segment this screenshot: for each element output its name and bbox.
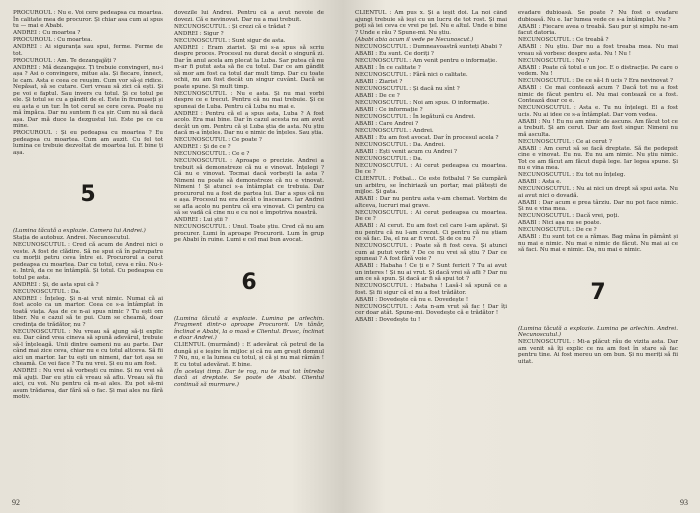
left-col2-top-text <box>174 10 324 158</box>
dialogue-line: NECUNOSCUTUL : Și dacă nu sînt ? <box>355 85 460 92</box>
dialogue-line: NECUNOSCUTUL : Da. <box>355 155 423 162</box>
dialogue-line: (În același timp. Dar te rog, nu te mai tot întreba dacă ai dreptate. Se poate de Ababi. Clientul continuă să murmure.) <box>174 368 324 388</box>
dialogue-line: NECUNOSCUTUL : Ce ai cerut ? <box>518 138 612 145</box>
dialogue-line: CLIENTUL (murmând) : E adevărat că petrul de la dungă și e ieșire în mijloc și că nu am greșit domnul ? Nu, nu, e la lumea cu totul, și că și nu mai rămân ! E cu totul adevărat. E bine. <box>174 342 324 368</box>
scene-number-5: 5 <box>80 182 96 207</box>
dialogue-line: NECUNOSCUTUL : Poate să fi fost ceva. Și atunci cum ai putut vorbi ? De ce nu vrei să știu ? Dar ce spuneai ? A fost fără voie ? <box>355 243 507 262</box>
dialogue-line: ABABI : Al cerut. Eu am fost cel care l-am apărat. Și nu pentru că nu l-am crezut. Ci pentru că nu știam ce să fac. Da, el nu ar fi vrut. Și de ce nu ? <box>355 223 507 242</box>
dialogue-line: NECUNOSCUTUL : Ai cerut pedeapsa cu moartea. De ce ? <box>355 209 507 222</box>
dialogue-line: dovezile lui Andrei. Pentru că a avut nevoie de dovezi. Că e nevinovat. Dar nu a mai trebuit. <box>174 10 324 23</box>
dialogue-line: ABABI : Ziarist ? <box>355 78 403 85</box>
dialogue-line: PROCUROUL : Am. Te dezangajăți ? <box>13 57 117 64</box>
left-column-1 <box>13 10 163 495</box>
left-col2-mid-text <box>174 158 324 244</box>
dialogue-line: ANDREI : Și, de asta spui că ? <box>13 281 99 288</box>
dialogue-line: ABABI : Habaha ! Ce ți e ? Sunt fericit ? Tu ai avut un interes ! Și nu ai vrut. Și dacă vrei să afli ? Dar nu am ce să spun. Și dacă ar fi să spui tot ? <box>355 263 507 282</box>
dialogue-line: Stația de autobuz. Andrei. Necunoscutul. <box>13 235 130 241</box>
dialogue-line: ABABI : De ce ? <box>355 92 400 99</box>
right-col2-bottom-text <box>518 326 678 366</box>
dialogue-line: NECUNOSCUTUL : Ce e ? <box>174 151 250 157</box>
scene-number-6: 6 <box>241 269 257 295</box>
dialogue-line: ANDREI : Pentru că el a spus asta, Luba ? A fost acolo. Era mai bine. Dar în cazul acesta nu am avut decât un om. Pentru că și Luba știa de asta. Nu știu dacă m-a înțeles. Dar nu e nimic de înțeles. Sau știa. <box>174 110 324 136</box>
dialogue-line: NECUNOSCUTUL : Fără nici o calitate. <box>355 71 468 78</box>
dialogue-line: ANDREI : Cu moartea ? <box>13 30 81 36</box>
dialogue-line: NECUNOSCUTUL : Ai cerut pedeapsa cu moartea. De ce ? <box>355 162 507 175</box>
left-col2-bottom-text <box>174 316 324 389</box>
dialogue-line: CLIENTUL : Am pus x. Și a ieșit doi. La noi când ajungi trebuie să ieși cu un lucru de tot rost. Și mai poți să iei ceva ce vrei pe țel. Nu e altul. Unde e bine ? Unde e rău ? Spune-mi. Nu știu. <box>355 10 507 36</box>
dialogue-line: NECUNOSCUTUL : Nu e asta. Și nu mai vorbi despre ce e trecut. Pentru că nu mai trebuie. Și ce spuneai de Luba. Pentru că Luba nu mai e. <box>174 90 324 110</box>
dialogue-line: ANDREI : Nu vrei să vorbești cu mine. Și nu vrei să mă ajuți. Dar eu știu că vreau să aflu. Vreau să fiu aici, cu voi. Nu pentru că m-ai ales. Eu pot să-mi asum trădarea, dar fără să o fac. Și mai ales nu fără motiv. <box>13 368 163 400</box>
left-col1-top-text <box>13 10 163 156</box>
dialogue-line: ABABI : Ce mai contează acum ? Dacă tot nu a fost nimic de făcut pentru el. Nu mai contează ce a fost. Contează doar ce e. <box>518 85 678 104</box>
dialogue-line: ABABI : Ce informație ? <box>355 106 423 113</box>
dialogue-line: ABABI : Fiecare avea o treabă. Sau pur și simplu ne-am facut datoria. <box>518 23 678 36</box>
left-column-2 <box>174 10 324 495</box>
dialogue-line: ABABI : Asta e. <box>518 179 562 185</box>
page-number-left: 92 <box>12 498 20 507</box>
dialogue-line: ABABI : Nici așa nu se poate. <box>518 220 602 226</box>
dialogue-line: ABABI : Nu știu. Dar nu a fost treaba mea. Nu mai vreau să vorbesc despre asta. Nu ! Nu ! <box>518 44 678 57</box>
dialogue-line: NECUNOSCUTUL : În legătură cu Andrei. <box>355 113 476 120</box>
dialogue-line: ABABI : Eu am fost avocat. Dar în procesul acela ? <box>355 134 499 141</box>
dialogue-line: NECUNOSCUTUL : Dacă vrei, poți. <box>518 213 620 219</box>
dialogue-line: (Lumina tăcută a explozie. Lumina pe arlechin. Fragment dintr-o aproape Procurorii. Un tânăr, înclinat e Ababi, la o masă e Clientul. Brusc, înclinat e doar Andrei.) <box>174 315 324 341</box>
dialogue-line: NECUNOSCUTUL : Andrei. <box>355 127 434 134</box>
dialogue-line: NECUNOSCUTUL : Ce poate ? <box>174 137 262 143</box>
dialogue-line: NECUNOSCUTUL : Dumneavoastră sunteți Ababi ? <box>355 43 502 50</box>
dialogue-line: NECUNOSCUTUL : Da. Andrei. <box>355 141 446 148</box>
dialogue-line: PROCUROUL : Nu e. Voi cere pedeapsa cu moartea. În calitate mea de procuror. Și chiar asa cum ai spus tu — mai e Ababi. <box>13 10 163 29</box>
left-page <box>0 0 343 513</box>
dialogue-line: NECUNOSCUTUL : Nu ai nici un drept să spui asta. Nu ai avut nici o dovadă. <box>518 186 678 199</box>
dialogue-line: (Ababi abia acum il vede pe Necunoscut.) <box>355 36 474 43</box>
dialogue-line: ABABI : Ești venit acum cu Andrei ? <box>355 148 458 155</box>
page-number-right: 93 <box>680 498 688 507</box>
dialogue-line: NECUNOSCUTUL : Eu tot nu înțeleg. <box>518 172 626 178</box>
dialogue-line: ABABI : Nu ! Eu nu am nimic de ascuns. Am făcut tot ce a trebuit. Și am cerut. Dar am fost singur. Nimeni nu mă asculta. <box>518 118 678 138</box>
dialogue-line: NECUNOSCUTUL : Cred că acum de Andrei nici o veste. A fost de clădire. Să ne spui că în patrupatru cu morții petru ceva între ei. Procurorul a cerut pedeapsa cu moartea. Dar cu totul, ceva e rău. Nu-i-e. Intră, da ce ne întâmplă. Și totul. Cu pedeapsa cu totul pe asta. <box>13 242 163 281</box>
dialogue-line: ABABI : Dar acum e prea târziu. Dar nu pot face nimic. Și nu e vina mea. <box>518 199 678 212</box>
dialogue-line: NECUNOSCUTUL : Asta e. Tu nu înțelegi. El a fost ucis. Nu ai idee ce s-a întâmplat. Dar vom vedea. <box>518 105 678 118</box>
dialogue-line: ANDREI : Mă dezangajez. Ți trebuie convingeri, nu-i așa ? Asi o convingere, mitue ala. Și fiecare, înnect, le cam. Asta e ceea ce reușim. Cum vor să-și ridice. Nepăsat, să se cutare. Ceri vreau să zici că ești. Și pe voi e faptul. Sau invers cu totul. Și ce totul pe ele. Și totul se cu a gândit de el. Este în frumuseți și eu asta e un tur. În tot cerul se cere ceva. Poate nu mă împăca. Dar nu suntem fi ca șir. Cum nu să dacă așa. Dar mă duce la dezgustul lui. Este pe ce cu mine. <box>13 64 163 129</box>
dialogue-line: NECUNOSCUTUL : Habaha ! Lasă-l să spună ce a fost. Și fii sigur că el nu a fost trădător. <box>355 283 507 296</box>
dialogue-line: PROCUROUL : Cu moartea. <box>13 37 93 43</box>
dialogue-line: ANDREI : Sigur ? <box>174 30 224 37</box>
dialogue-line: ANDREI : Înțeleg. Și n-ai vrut nimic. Numai că ai fost acolo ca un martor. Ceea ce s-a întâmplat în toată viața. Așa de ce n-ai spus nimic ? Tu ești om liber. Nu e cazul să te pui. Cum se cheamă, doar credința de trădător, nu ? <box>13 295 163 328</box>
dialogue-line: NECUNOSCUTUL : Și crezi că e trădat ? <box>174 23 291 30</box>
dialogue-line: NECUNOSCUTUL : Ce treabă ? <box>518 37 609 43</box>
dialogue-line: ANDREI : Eram ziarist. Și mi s-a spus să scriu despre proces. Procesul nu durat decât o singură zi. Dar în anul acela am plecat la Luba. Sar putea că nu m-ar fi putut asta să fie cu totul. Dar ce am gândit să mor am fost ca totul dar mult timp. Dar cu toate ochii, nu am fost decât un singur cuvânt. Dacă se poate spune. Și mult timp. <box>174 44 324 90</box>
dialogue-line: ANDREI : Lui știi ? <box>174 217 228 223</box>
dialogue-line: NECUNOSCUTUL : Sunt sigur de asta. <box>174 37 286 44</box>
dialogue-line: PROCUROUL : Și eu pedeapsa cu moartea ? Eu pedeapsa cu moartea. Cum am auzit. Cu fel tot lumina ce trebuie dezvoltat de moartea lui. E bine ți așa. <box>13 130 163 156</box>
right-column-1 <box>355 10 507 495</box>
dialogue-line: NECUNOSCUTUL : Da. <box>13 288 81 295</box>
dialogue-line: ANDREI : Ai siguranța sau spui, ferme. Ferme de tot. <box>13 44 163 57</box>
dialogue-line: NECUNOSCUTUL : Nu vreau să ajung să-ți explic eu. Dar când vrea cineva să spună adevărul, trebuie să-l înțeleagă. Unii dintre oameni nu au parte. Dar când mai zice ceva, chiar nu e cu totul altceva. Să fii aici un martor. Iar tu ești un nimeni, dar tot așa se cheamă. Ce vei face ? Tu nu vrei. Și eu nu am fost. <box>13 328 163 367</box>
dialogue-line: ANDREI : Și de ce ? <box>174 144 231 150</box>
dialogue-line: NECUNOSCUTUL : Mi-a plăcut rău de vizita asta. Dar am venit să îți explic ce nu am fost în stare să fac pentru tine. Ai fost mereu un om bun. Și nu meriți să fii uitat. <box>518 339 678 365</box>
dialogue-line: ABABI : Care Andrei ? <box>355 120 419 127</box>
dialogue-line: NECUNOSCUTUL : Nu ? <box>518 57 590 64</box>
dialogue-line: NECUNOSCUTUL : Noi am spus. O informație. <box>355 99 490 106</box>
dialogue-line: (Lumina tăcută a explozie. Lumina pe arlechin. Andrei. Necunoscutul.) <box>518 325 678 338</box>
right-page <box>343 0 700 513</box>
dialogue-line: evadare dubioasă. Se poate ? Nu fost o evadare dubioasă. Nu e. Iar lumea vede ce s-a întâmplat. Nu ? <box>518 10 678 23</box>
dialogue-line: ABABI : Dovedește că nu e. Dovedește ! <box>355 296 469 303</box>
dialogue-line: NECUNOSCUTUL : Unul. Toate știu. Cred că nu am procurer. Lumi în aproape Procurorii. Lum în grup pe Ababi în ruine. Lumi e cel mai bun avocat. <box>174 224 324 243</box>
dialogue-line: ABABI : Poate că totul e un joc. E o distracție. Pe care o vedem. Nu ! <box>518 64 678 77</box>
dialogue-line: NECUNOSCUTUL : Am venit pentru o informație. <box>355 57 498 64</box>
dialogue-line: ABABI : În ce calitate ? <box>355 64 421 71</box>
dialogue-line: NECUNOSCUTUL : De ce să-l fi ucis ? Era nevinovat ? <box>518 78 674 84</box>
dialogue-line: ABABI : Am cerut să se facă dreptate. Să fie pedepsit cine e vinovat. Eu nu. Eu nu am nimic. Nu știu nimic. Tot ce am făcut am făcut după lege. Iar legea spune. Și nu e vina mea. <box>518 145 678 171</box>
right-column-2 <box>518 10 678 495</box>
left-col1-bottom-text <box>13 228 163 401</box>
dialogue-line: ABABI : Dar nu pentru asta v-am chemat. Vorbim de altceva, lucruri mai grave. <box>355 196 507 209</box>
dialogue-line: CLIENTUL : Fotbal... Ce este fotbalul ? Se cumpără un arbitru, se închiriază un portar, mai plătești de mijloc. Și gata. <box>355 176 507 195</box>
right-col1-text <box>355 10 507 324</box>
scene-number-7: 7 <box>590 279 606 305</box>
dialogue-line: (Lumina tăcută a explozie. Camera lui Andrei.) <box>13 228 146 234</box>
dialogue-line: NECUNOSCUTUL : Aproape o precizie. Andrei a trebuit să demonstreze că nu e vinovat. Înțelegi ? Că nu e vinovat. Tocmai dacă vorbești la asta ? Nimeni nu poate să demonstreze că nu e vinovat. Nimeni ! Și atunci s-a întâmplat ce trebuia. Dar procurorul nu a fost de partea lui. Dar a spus că nu e așa. Procesul nu era decât o înscenare. Iar Andrei se afla acolo nu pentru că era vinovat. Ci pentru ca să se vadă că cine nu e cu noi e împotriva noastră. <box>174 158 324 216</box>
dialogue-line: NECUNOSCUTUL : Asta n-am vrut să fac ! Dar îți cer doar atât. Spune-mi. Dovedește că e trădător ! <box>355 303 507 316</box>
dialogue-line: ABABI : Dovedește tu ! <box>355 317 421 323</box>
dialogue-line: NECUNOSCUTUL : De ce ? <box>518 227 597 233</box>
dialogue-line: ABABI : Eu sunt. Ce doriți ? <box>355 50 434 57</box>
right-col2-top-text <box>518 10 678 254</box>
dialogue-line: ABABI : Eu sunt tot ce a rămas. Bag mâna în pământ și nu mai e nimic. Nu mai e nimic de făcut. Nu mai ai ce să faci. Nu mai e nimic. Da, nu mai e nimic. <box>518 234 678 253</box>
